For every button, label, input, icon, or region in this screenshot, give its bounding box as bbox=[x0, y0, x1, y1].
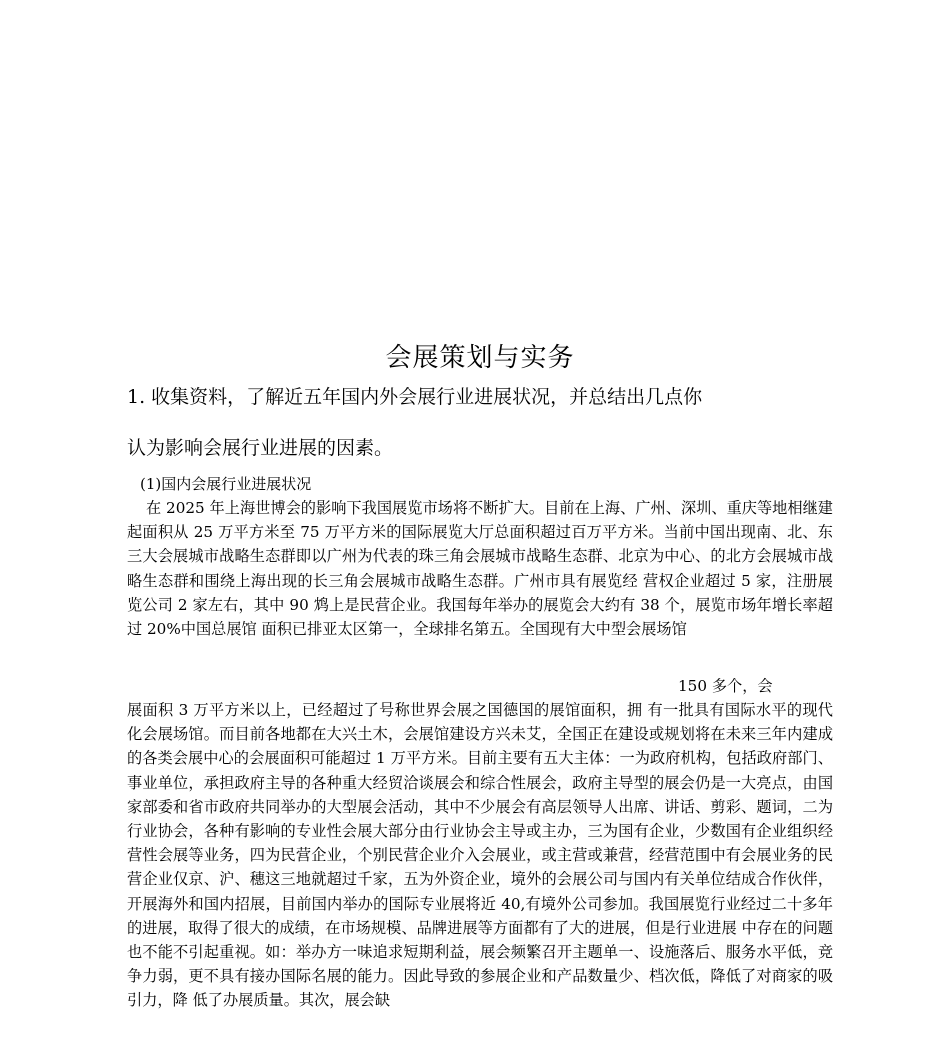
paragraph-domestic-overview: 在 2025 年上海世博会的影响下我国展览市场将不断扩大。目前在上海、广州、深圳、重庆等地相继建起面积从 25 万平方米至 75 万平方米的国际展览大厅总面积超过百万平方米。当前中国出现南、北、东三大会展城市战略生态群即以广州为代表的珠三角会展城市战略生态群、北京为中心、的北方会展城市战略生态群和围绕上海出现的长三角会展城市战略生态群。广州市具有展览经 营权企业超过 5 家，注册展览公司 2 家左右，其中 90 鸩上是民营企业。我国每年举办的展览会大约有 38 个，展览市场年增长率超过 20%中国总展馆 面积已排亚太区第一，全球排名第五。全国现有大中型会展场馆 bbox=[127, 499, 833, 639]
paragraph-venue-and-entities: 展面积 3 万平方米以上，已经超过了号称世界会展之国德国的展馆面积，拥 有一批具有国际水平的现代化会展场馆。而目前各地都在大兴土木，会展馆建设方兴未艾，全国正在建设或规划将在未来三年内建成的各类会展中心的会展面积可能超过 1 万平方米。目前主要有五大主体：一为政府机构，包括政府部门、事业单位，承担政府主导的各种重大经贸洽谈展会和综合性展会，政府主导型的展会仍是一大亮点，由国家部委和省市政府共同举办的大型展会活动，其中不少展会有高层领导人出席、讲话、剪彩、题词，二为行业协会，各种有影响的专业性会展大部分由行业协会主导或主办，三为国有企业，少数国有企业组织经营性会展等业务，四为民营企业，个别民营企业介入会展业，或主营或兼营，经营范围中有会展业务的民营企业仅京、沪、穗这三地就超过千家，五为外资企业，境外的会展公司与国内有关单位结成合作伙伴，开展海外和国内招展，目前国内举办的国际专业展将近 40,有境外公司参加。我国展览行业经过二十多年的进展，取得了很大的成绩，在市场规模、品牌进展等方面都有了大的进展，但是行业进展 中存在的问题也不能不引起重视。如：举办方一味追求短期利益，展会频繁召开主题单一、设施落后、服务水平低，竞争力弱，更不具有接办国际名展的能力。因此导致的参展企业和产品数量少、档次低，降低了对商家的吸引力，降 低了办展质量。其次，展会缺 bbox=[127, 701, 833, 1010]
paragraph-tail-fragment: 150 多个，会 bbox=[678, 677, 773, 695]
section-heading: (1)国内会展行业进展状况 bbox=[140, 475, 312, 493]
question-line-2: 认为影响会展行业进展的因素。 bbox=[127, 437, 394, 459]
question-line-1: 1. 收集资料，了解近五年国内外会展行业进展状况，并总结出几点你 bbox=[127, 386, 703, 408]
document-title: 会展策划与实务 bbox=[385, 343, 575, 373]
